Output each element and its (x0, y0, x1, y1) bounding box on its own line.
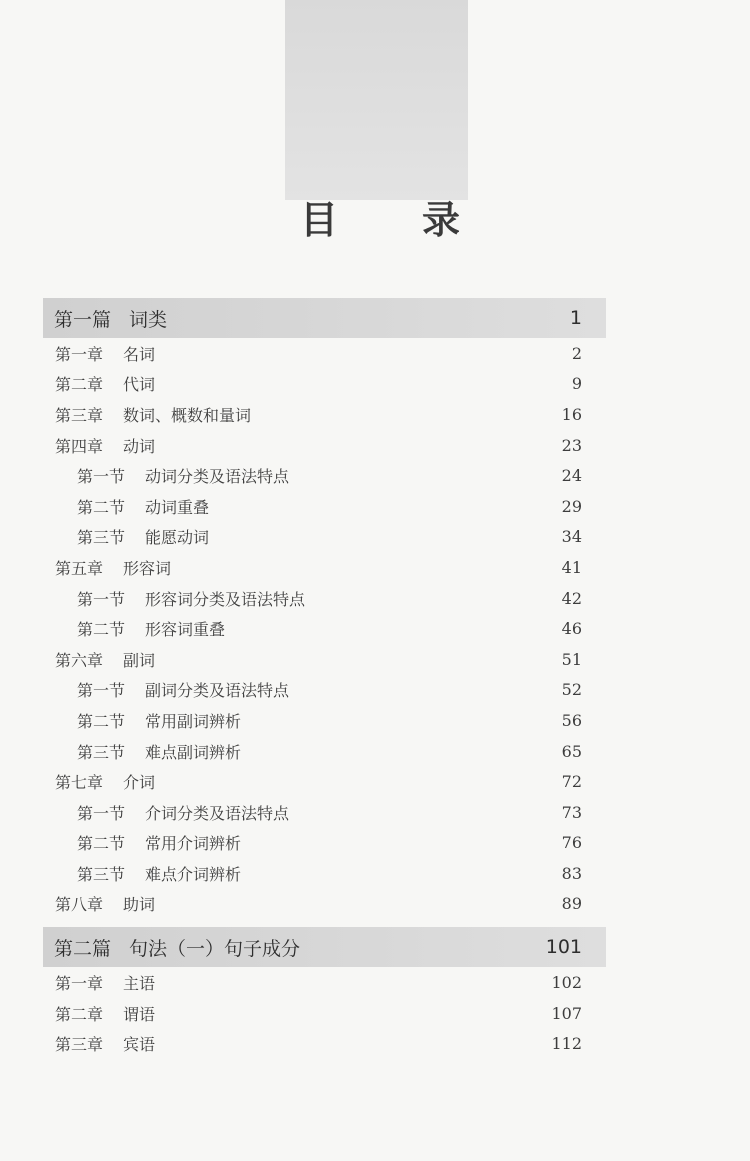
entry-label: 第三章 (55, 1035, 104, 1055)
toc-section[interactable] (43, 736, 606, 767)
entry-page: 24 (561, 466, 582, 486)
entry-page: 52 (561, 680, 582, 700)
entry-name: 动词 (123, 436, 156, 456)
title-char-1: 目 (300, 197, 339, 242)
entry-label: 第三节 (77, 864, 126, 884)
toc-chapter[interactable] (43, 644, 606, 675)
entry-page: 72 (561, 772, 582, 792)
entry-name: 介词分类及语法特点 (145, 803, 290, 823)
entry-page: 112 (551, 1034, 582, 1054)
entry-name: 副词分类及语法特点 (145, 681, 290, 701)
toc-chapter[interactable] (43, 967, 606, 998)
entry-page: 2 (571, 343, 582, 363)
entry-label: 第四章 (55, 436, 104, 456)
toc-section[interactable] (43, 583, 606, 614)
entry-name: 难点介词辨析 (145, 864, 242, 884)
entry-name: 数词、概数和量词 (123, 405, 252, 425)
entry-label: 第三节 (77, 742, 126, 762)
toc-part-2[interactable] (43, 927, 606, 967)
toc-section[interactable] (43, 522, 606, 553)
entry-page: 16 (561, 404, 582, 424)
entry-name: 动词重叠 (145, 497, 210, 517)
entry-page: 51 (561, 649, 582, 669)
entry-label: 第一章 (55, 974, 104, 994)
entry-page: 41 (561, 557, 582, 577)
entry-label: 第一节 (77, 803, 126, 823)
entry-label: 第七章 (55, 773, 104, 793)
entry-label: 第六章 (55, 650, 104, 670)
entry-name: 副词 (123, 650, 156, 670)
entry-label: 第二节 (77, 711, 126, 731)
entry-label: 第二节 (77, 834, 126, 854)
entry-page: 9 (571, 374, 582, 394)
part-name: 词类 (129, 308, 168, 331)
entry-page: 73 (561, 802, 582, 822)
entry-name: 宾语 (123, 1035, 156, 1055)
entry-label: 第一节 (77, 681, 126, 701)
part-page: 101 (545, 936, 582, 959)
toc-chapter[interactable] (43, 430, 606, 461)
toc-section[interactable] (43, 460, 606, 491)
toc-chapter[interactable] (43, 399, 606, 430)
entry-page: 107 (551, 1003, 582, 1023)
title-char-2: 录 (421, 197, 460, 242)
entry-page: 56 (561, 710, 582, 730)
table-of-contents (43, 298, 606, 1059)
toc-chapter[interactable] (43, 998, 606, 1029)
entry-page: 34 (561, 527, 582, 547)
entry-label: 第二节 (77, 497, 126, 517)
entry-name: 形容词重叠 (145, 620, 226, 640)
entry-label: 第三节 (77, 528, 126, 548)
entry-page: 76 (561, 833, 582, 853)
entry-label: 第二节 (77, 620, 126, 640)
part-page: 1 (569, 307, 582, 329)
page-title (300, 192, 460, 240)
entry-label: 第八章 (55, 895, 104, 915)
entry-page: 29 (561, 496, 582, 516)
header-decor-block (285, 0, 468, 200)
entry-name: 动词分类及语法特点 (145, 467, 290, 487)
entry-label: 第一节 (77, 589, 126, 609)
entry-label: 第二章 (55, 375, 104, 395)
entry-label: 第二章 (55, 1004, 104, 1024)
entry-page: 83 (561, 863, 582, 883)
entry-label: 第一章 (55, 344, 104, 364)
toc-chapter[interactable] (43, 889, 606, 920)
entry-name: 主语 (123, 974, 156, 994)
toc-section[interactable] (43, 491, 606, 522)
toc-section[interactable] (43, 858, 606, 889)
toc-chapter[interactable] (43, 552, 606, 583)
entry-page: 102 (551, 973, 582, 993)
toc-section[interactable] (43, 797, 606, 828)
part-number: 第二篇 (54, 937, 112, 960)
toc-chapter[interactable] (43, 766, 606, 797)
toc-chapter[interactable] (43, 1028, 606, 1059)
entry-name: 能愿动词 (145, 528, 210, 548)
entry-label: 第三章 (55, 405, 104, 425)
entry-name: 谓语 (123, 1004, 156, 1024)
toc-chapter[interactable] (43, 338, 606, 369)
part-number: 第一篇 (54, 308, 112, 331)
entry-name: 形容词分类及语法特点 (145, 589, 306, 609)
entry-page: 89 (561, 894, 582, 914)
entry-label: 第五章 (55, 558, 104, 578)
toc-section[interactable] (43, 705, 606, 736)
entry-name: 常用副词辨析 (145, 711, 242, 731)
toc-chapter[interactable] (43, 369, 606, 400)
toc-section[interactable] (43, 613, 606, 644)
entry-page: 65 (561, 741, 582, 761)
entry-page: 42 (561, 588, 582, 608)
toc-section[interactable] (43, 675, 606, 706)
entry-page: 46 (561, 619, 582, 639)
part-name: 句法（一）句子成分 (129, 937, 301, 960)
entry-name: 介词 (123, 773, 156, 793)
part-gap (43, 919, 606, 927)
entry-name: 名词 (123, 344, 156, 364)
entry-name: 难点副词辨析 (145, 742, 242, 762)
entry-page: 23 (561, 435, 582, 455)
toc-section[interactable] (43, 828, 606, 859)
entry-label: 第一节 (77, 467, 126, 487)
entry-name: 代词 (123, 375, 156, 395)
entry-name: 形容词 (123, 558, 172, 578)
entry-name: 常用介词辨析 (145, 834, 242, 854)
toc-part-1[interactable] (43, 298, 606, 338)
entry-name: 助词 (123, 895, 156, 915)
